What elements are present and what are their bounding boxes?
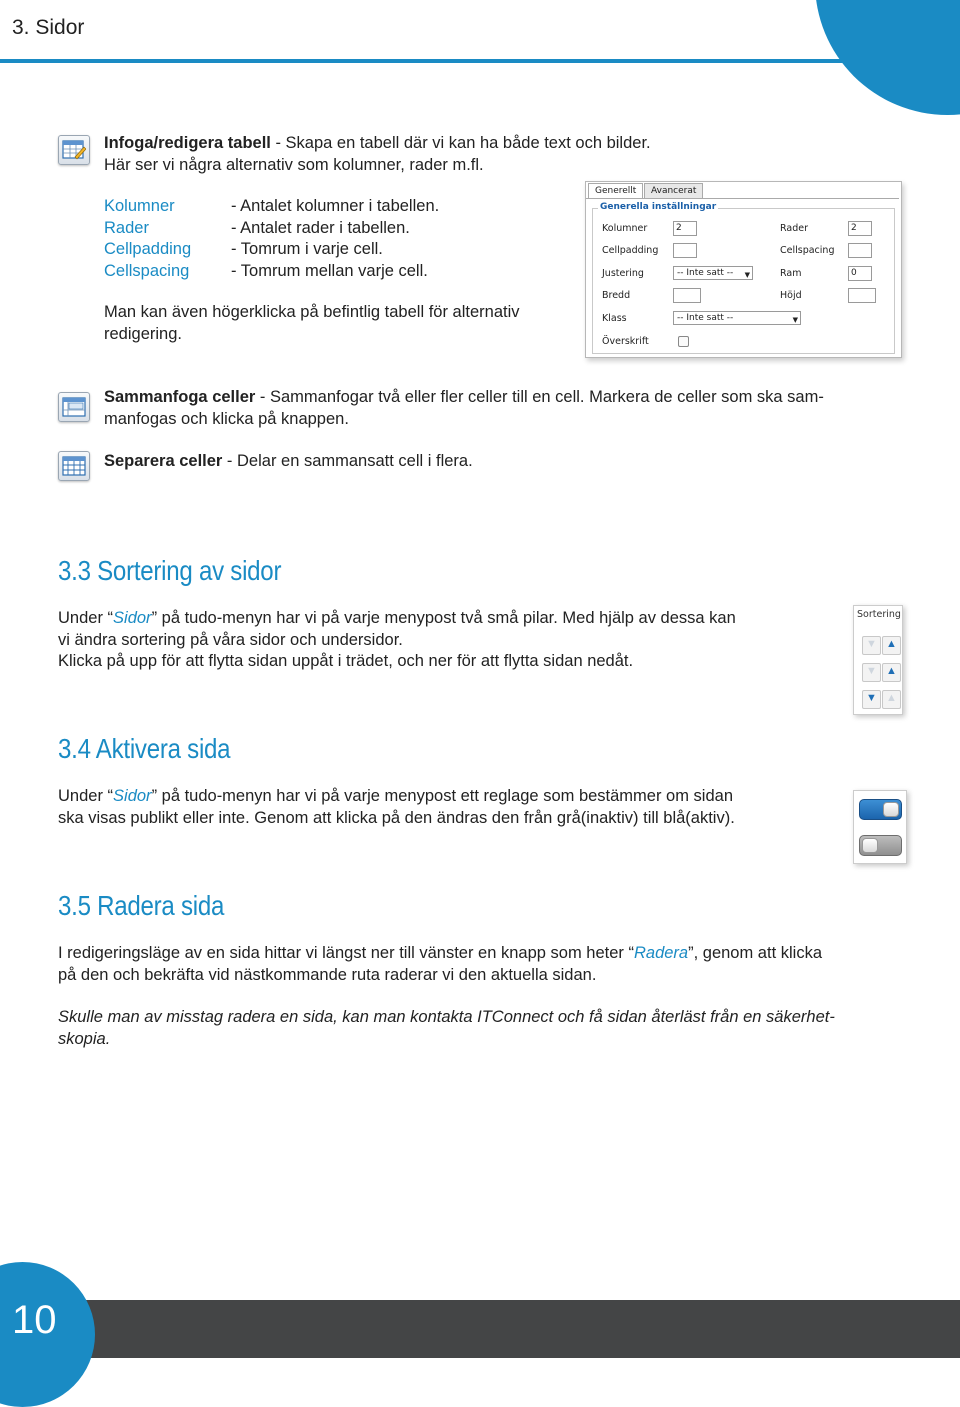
sort-down-button-disabled	[862, 663, 881, 682]
justering-value: -- Inte satt --	[677, 268, 734, 278]
rader-input[interactable]: 2	[848, 221, 872, 236]
arrow-down-icon: ▼	[866, 692, 877, 704]
sidor-link: Sidor	[113, 787, 152, 805]
page-number: 10	[12, 1298, 57, 1342]
toggle-knob	[883, 802, 899, 817]
corner-decoration	[815, 0, 960, 115]
cellpadding-input[interactable]	[673, 243, 697, 258]
justering-label: Justering	[602, 268, 644, 279]
tab-avancerat[interactable]: Avancerat	[644, 183, 703, 198]
radera-note	[58, 1007, 835, 1050]
sortering-line3: Klicka på upp för att flytta sidan uppåt i trädet, och ner för att flytta sidan nedåt.	[58, 652, 634, 670]
chapter-title: 3. Sidor	[12, 16, 85, 39]
klass-value: -- Inte satt --	[677, 313, 734, 323]
overskrift-checkbox[interactable]	[678, 336, 689, 347]
arrow-up-icon: ▲	[886, 638, 897, 650]
heading-sortering: 3.3 Sortering av sidor	[58, 555, 282, 586]
justering-select[interactable]	[673, 266, 753, 280]
group-title: Generella inställningar	[600, 202, 717, 212]
toggle-active[interactable]	[859, 799, 902, 820]
radera-link: Radera	[633, 944, 689, 962]
kolumner-label: Kolumner	[602, 223, 648, 234]
option-term: Rader	[104, 218, 149, 237]
arrow-up-icon: ▲	[886, 665, 897, 677]
radera-line1-post: ”, genom att klicka	[688, 944, 822, 962]
sortering-line1-pre: Under “	[58, 609, 114, 627]
aktivera-line2: ska visas publikt eller inte. Genom att klicka på den ändras den från grå(inaktiv) till blå(aktiv).	[58, 808, 735, 827]
table-intro-line2: Här ser vi några alternativ som kolumner, rader m.fl.	[104, 155, 484, 174]
sortering-paragraph	[58, 608, 736, 673]
tab-divider	[586, 198, 899, 199]
sortering-line1-post: ” på tudo-menyn har vi på varje menypost två små pilar. Med hjälp av dessa kan	[151, 609, 736, 627]
merge-cells-rest: - Sammanfogar två eller fler celler till en cell. Markera de celler som ska sam-	[255, 388, 824, 406]
option-desc: - Antalet rader i tabellen.	[231, 218, 410, 237]
right-click-line1: Man kan även högerklicka på befintlig tabell för alternativ	[104, 303, 520, 321]
radera-paragraph	[58, 943, 822, 986]
merge-cells-bold: Sammanfoga celler	[104, 388, 256, 406]
table-options-list	[104, 196, 439, 282]
right-click-note	[104, 302, 520, 345]
radera-note-line2: skopia.	[58, 1029, 111, 1048]
merge-cells-text	[104, 387, 824, 430]
overskrift-label: Överskrift	[602, 336, 649, 347]
toggle-panel	[853, 790, 907, 864]
heading-aktivera: 3.4 Aktivera sida	[58, 733, 231, 764]
klass-select[interactable]	[673, 311, 801, 325]
bredd-input[interactable]	[673, 288, 701, 303]
option-desc: - Antalet kolumner i tabellen.	[231, 197, 440, 215]
radera-line2: på den och bekräfta vid nästkommande ruta raderar vi den aktuella sidan.	[58, 965, 597, 984]
aktivera-line1-post: ” på tudo-menyn har vi på varje menypost ett reglage som bestämmer om sidan	[151, 787, 734, 805]
aktivera-line1-pre: Under “	[58, 787, 114, 805]
cellspacing-label: Cellspacing	[780, 245, 835, 256]
merge-cells-icon	[58, 392, 90, 422]
tab-generellt[interactable]: Generellt	[588, 183, 643, 198]
dropdown-arrow-icon: ▼	[744, 271, 750, 279]
table-settings-dialog	[585, 181, 902, 358]
sort-down-button-disabled	[862, 636, 881, 655]
sort-up-button-disabled	[882, 690, 901, 709]
klass-label: Klass	[602, 313, 627, 324]
option-row	[104, 196, 439, 218]
table-edit-icon	[58, 135, 90, 165]
split-cells-icon	[58, 451, 90, 481]
cellspacing-input[interactable]	[848, 243, 872, 258]
hojd-label: Höjd	[780, 290, 802, 301]
arrow-down-icon: ▼	[866, 638, 877, 650]
toggle-knob	[862, 838, 878, 853]
radera-note-line1: Skulle man av misstag radera en sida, kan man kontakta ITConnect och få sidan återläst från en säkerhet-	[58, 1008, 835, 1026]
header-rule	[0, 59, 960, 63]
option-desc: - Tomrum mellan varje cell.	[231, 261, 428, 280]
table-intro-rest: - Skapa en tabell där vi kan ha både text och bilder.	[270, 134, 651, 152]
arrow-up-icon: ▲	[886, 692, 897, 704]
table-intro	[104, 133, 651, 176]
arrow-down-icon: ▼	[866, 665, 877, 677]
kolumner-input[interactable]: 2	[673, 221, 697, 236]
toggle-inactive[interactable]	[859, 835, 902, 856]
split-cells-rest: - Delar en sammansatt cell i flera.	[222, 452, 473, 470]
table-intro-bold: Infoga/redigera tabell	[104, 134, 271, 152]
radera-line1-pre: I redigeringsläge av en sida hittar vi längst ner till vänster en knapp som heter “	[58, 944, 634, 962]
ram-label: Ram	[780, 268, 802, 279]
ram-input[interactable]: 0	[848, 266, 872, 281]
right-click-line2: redigering.	[104, 324, 182, 343]
split-cells-bold: Separera celler	[104, 452, 223, 470]
dropdown-arrow-icon: ▼	[792, 316, 798, 324]
split-cells-text	[104, 451, 473, 473]
sort-up-button[interactable]	[882, 663, 901, 682]
heading-radera: 3.5 Radera sida	[58, 890, 225, 921]
bredd-label: Bredd	[602, 290, 631, 301]
footer-bar	[0, 1300, 960, 1358]
option-term: Cellpadding	[104, 240, 192, 258]
option-row	[104, 239, 439, 261]
merge-cells-line2: manfogas och klicka på knappen.	[104, 409, 349, 428]
option-term: Cellspacing	[104, 261, 190, 280]
sortering-panel-title: Sortering	[857, 609, 901, 620]
option-desc: - Tomrum i varje cell.	[231, 240, 383, 258]
option-row	[104, 218, 439, 240]
sort-down-button[interactable]	[862, 690, 881, 709]
sidor-link: Sidor	[113, 609, 152, 627]
sort-up-button[interactable]	[882, 636, 901, 655]
aktivera-paragraph	[58, 786, 735, 829]
hojd-input[interactable]	[848, 288, 876, 303]
cellpadding-label: Cellpadding	[602, 245, 659, 256]
option-row	[104, 261, 439, 283]
rader-label: Rader	[780, 223, 808, 234]
sortering-line2: vi ändra sortering på våra sidor och undersidor.	[58, 630, 403, 649]
sortering-panel	[853, 605, 903, 715]
option-term: Kolumner	[104, 197, 175, 215]
